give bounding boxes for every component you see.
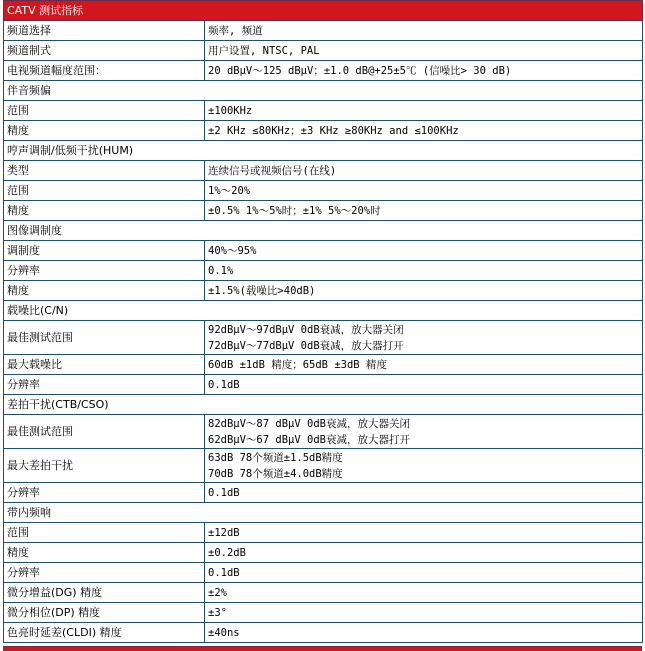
spec-label: 分辨率: [4, 375, 205, 395]
spec-label: 分辨率: [4, 483, 205, 503]
spec-label: 频道选择: [4, 21, 205, 41]
spec-label: 分辨率: [4, 261, 205, 281]
section-header-row: [4, 141, 643, 161]
table-row: [4, 121, 643, 141]
spec-value-line: 20 dBμV～125 dBμV；±1.0 dB@+25±5℃ (信噪比> 30 dB): [208, 64, 512, 77]
spec-value: [205, 321, 643, 355]
spec-value-line: ±0.2dB: [208, 546, 246, 559]
table-row: [4, 623, 643, 643]
spec-value: [205, 181, 643, 201]
table-row: [4, 355, 643, 375]
spec-value: [205, 603, 643, 623]
section-header-row: [4, 395, 643, 415]
table-row: [4, 161, 643, 181]
section-header-row: [4, 503, 643, 523]
spec-value-line: 0.1dB: [208, 378, 240, 391]
spec-value-line: 70dB 78个频道±4.0dB精度: [208, 467, 343, 480]
table-row: [4, 375, 643, 395]
spec-value-line: ±0.5% 1%～5%时；±1% 5%～20%时: [208, 204, 381, 217]
spec-label: 微分增益(DG) 精度: [4, 583, 205, 603]
spec-label: 精度: [4, 121, 205, 141]
table-title-row: [4, 1, 643, 21]
spec-value: [205, 21, 643, 41]
spec-value: [205, 281, 643, 301]
section-header-row: [4, 81, 643, 101]
spec-value-line: 40%～95%: [208, 244, 257, 257]
spec-label: 频道制式: [4, 41, 205, 61]
spec-value-line: ±2 KHz ≤80KHz；±3 KHz ≥80KHz and ≤100KHz: [208, 124, 459, 137]
spec-value: [205, 201, 643, 221]
section-title: 哼声调制/低频干扰(HUM): [4, 141, 643, 161]
section-title: 图像调制度: [4, 221, 643, 241]
catv-spec-table: [3, 0, 643, 643]
spec-label: 调制度: [4, 241, 205, 261]
spec-value-line: 63dB 78个频道±1.5dB精度: [208, 451, 343, 464]
spec-label: 最佳测试范围: [4, 321, 205, 355]
spec-label: 微分相位(DP) 精度: [4, 603, 205, 623]
spec-value-line: ±2%: [208, 586, 227, 599]
spec-value-line: ±100KHz: [208, 104, 253, 117]
spec-value-line: 用户设置, NTSC, PAL: [208, 44, 320, 57]
spec-value-line: 82dBμV～87 dBμV 0dB衰减，放大器关闭: [208, 417, 410, 430]
table-row: [4, 523, 643, 543]
spec-value: [205, 483, 643, 503]
table-row: [4, 563, 643, 583]
spec-value-line: 60dB ±1dB 精度；65dB ±3dB 精度: [208, 358, 387, 371]
spec-value: [205, 375, 643, 395]
spec-label: 精度: [4, 543, 205, 563]
spec-value-line: ±1.5%(载噪比>40dB): [208, 284, 316, 297]
spec-value-line: ±40ns: [208, 626, 240, 639]
table-row: [4, 583, 643, 603]
table-row: [4, 241, 643, 261]
spec-value-line: 0.1dB: [208, 566, 240, 579]
spec-value-line: ±12dB: [208, 526, 240, 539]
spec-value-line: 92dBμV～97dBμV 0dB衰减，放大器关闭: [208, 323, 404, 336]
section-title: 带内频响: [4, 503, 643, 523]
spec-label: 精度: [4, 201, 205, 221]
spec-value-line: ±3°: [208, 606, 227, 619]
section-header-row: [4, 221, 643, 241]
spec-value: [205, 261, 643, 281]
table-row: [4, 415, 643, 449]
spec-value: [205, 523, 643, 543]
section-header-row: [4, 301, 643, 321]
spec-value: [205, 121, 643, 141]
table-row: [4, 483, 643, 503]
spec-value-line: 0.1%: [208, 264, 234, 277]
spec-label: 最佳测试范围: [4, 415, 205, 449]
spec-label: 色亮时延差(CLDI) 精度: [4, 623, 205, 643]
section-title: 载噪比(C/N): [4, 301, 643, 321]
spec-label: 范围: [4, 523, 205, 543]
spec-label: 分辨率: [4, 563, 205, 583]
table-row: [4, 261, 643, 281]
table-row: [4, 181, 643, 201]
table-row: [4, 41, 643, 61]
spec-value: [205, 355, 643, 375]
table-row: [4, 61, 643, 81]
table-row: [4, 543, 643, 563]
spec-value: [205, 41, 643, 61]
section-title: 差拍干扰(CTB/CSO): [4, 395, 643, 415]
section-title: 伴音频偏: [4, 81, 643, 101]
spec-value-line: 0.1dB: [208, 486, 240, 499]
spec-label: 最大载噪比: [4, 355, 205, 375]
spec-label: 范围: [4, 181, 205, 201]
spec-value-line: 72dBμV～77dBμV 0dB衰减，放大器打开: [208, 339, 404, 352]
table-row: [4, 603, 643, 623]
spec-value: [205, 415, 643, 449]
table-row: [4, 101, 643, 121]
table-row: [4, 449, 643, 483]
spec-value: [205, 449, 643, 483]
table-row: [4, 21, 643, 41]
spec-value-line: 连续信号或视频信号(在线): [208, 164, 337, 177]
spec-label: 最大差拍干扰: [4, 449, 205, 483]
spec-value: [205, 583, 643, 603]
table-title: CATV 测试指标: [4, 1, 643, 21]
spec-value: [205, 61, 643, 81]
spec-value: [205, 241, 643, 261]
spec-label: 电视频道幅度范围：: [4, 61, 205, 81]
spec-value: [205, 543, 643, 563]
spec-label: 类型: [4, 161, 205, 181]
spec-value: [205, 161, 643, 181]
spec-label: 精度: [4, 281, 205, 301]
spec-value-line: 频率, 频道: [208, 24, 263, 37]
spec-value-line: 1%～20%: [208, 184, 251, 197]
spec-value: [205, 101, 643, 121]
table-row: [4, 321, 643, 355]
footer-bar: [3, 646, 642, 651]
table-row: [4, 281, 643, 301]
spec-value-line: 62dBμV～67 dBμV 0dB衰减，放大器打开: [208, 433, 410, 446]
spec-value: [205, 623, 643, 643]
spec-label: 范围: [4, 101, 205, 121]
table-row: [4, 201, 643, 221]
spec-value: [205, 563, 643, 583]
